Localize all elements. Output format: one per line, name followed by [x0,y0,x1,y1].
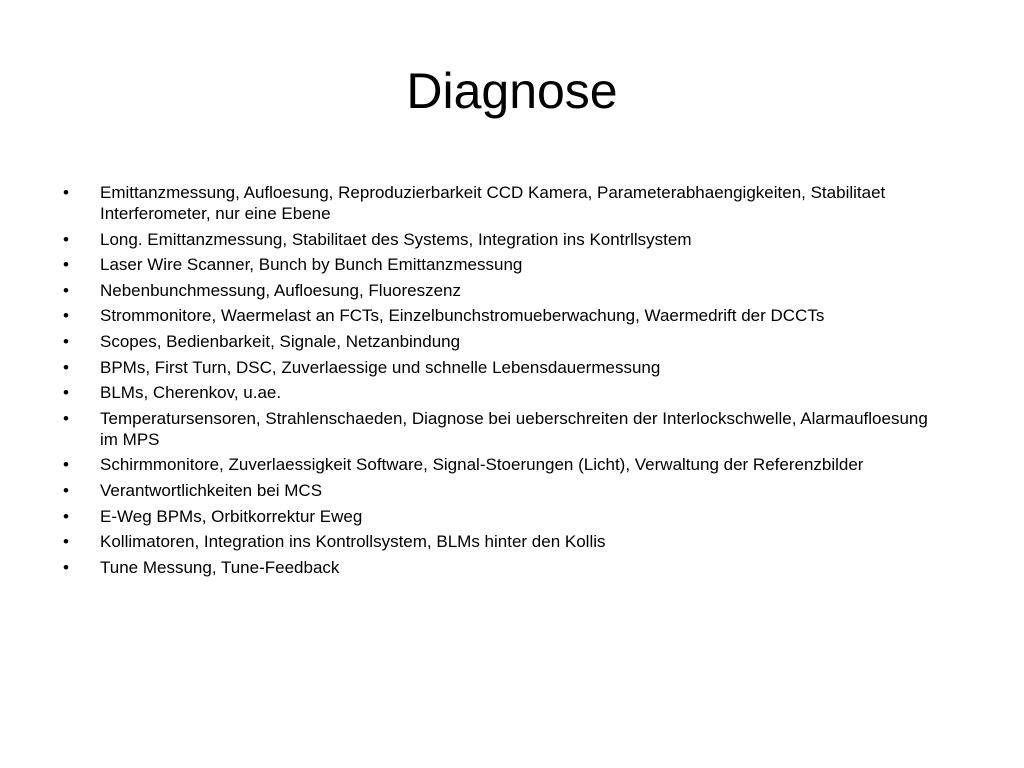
list-item-text: Emittanzmessung, Aufloesung, Reproduzierbarkeit CCD Kamera, Parameterabhaengigkeiten, Stabilitaet Interferometer, nur eine Ebene [100,183,886,223]
list-item [63,331,943,352]
list-item [63,280,943,301]
list-item [63,531,943,552]
list-item-text: Schirmmonitore, Zuverlaessigkeit Software, Signal-Stoerungen (Licht), Verwaltung der Referenzbilder [100,455,864,475]
bullet-icon: • [63,383,69,403]
list-item [63,182,943,224]
list-item-text: Long. Emittanzmessung, Stabilitaet des Systems, Integration ins Kontrllsystem [100,229,692,249]
list-item-text: Nebenbunchmessung, Aufloesung, Fluoreszenz [100,280,462,300]
bullet-icon: • [63,532,69,552]
bullet-icon: • [63,255,69,275]
list-item [63,357,943,378]
bullet-icon: • [63,357,69,377]
list-item-text: Temperatursensoren, Strahlenschaeden, Diagnose bei ueberschreiten der Interlockschwelle, Alarmaufloesung im MPS [100,408,928,449]
list-item-text: Kollimatoren, Integration ins Kontrollsystem, BLMs hinter den Kollis [100,532,606,552]
bullet-icon: • [63,229,69,249]
list-item [63,254,943,275]
list-item [63,480,943,501]
list-item [63,229,943,250]
bullet-icon: • [63,455,69,475]
bullet-icon: • [63,280,69,300]
list-item-text: Scopes, Bedienbarkeit, Signale, Netzanbindung [100,331,461,351]
list-item [63,557,943,578]
bullet-icon: • [63,506,69,526]
list-item-text: BPMs, First Turn, DSC, Zuverlaessige und schnelle Lebensdauermessung [100,357,661,377]
list-item-text: Laser Wire Scanner, Bunch by Bunch Emittanzmessung [100,255,523,275]
slide-title: Diagnose [406,63,618,119]
bullet-icon: • [63,557,69,577]
bullet-icon: • [63,480,69,500]
list-item [63,506,943,527]
list-item-text: Tune Messung, Tune-Feedback [100,557,340,577]
list-item [63,382,943,403]
bullet-icon: • [63,331,69,351]
bullet-icon: • [63,408,69,428]
list-item [63,408,943,450]
list-item-text: Strommonitore, Waermelast an FCTs, Einzelbunchstromueberwachung, Waermedrift der DCCTs [100,306,825,326]
list-item-text: E-Weg BPMs, Orbitkorrektur Eweg [100,506,363,526]
bullet-icon: • [63,306,69,326]
list-item-text: Verantwortlichkeiten bei MCS [100,480,323,500]
list-item [63,305,943,326]
list-item [63,454,943,475]
bullet-icon: • [63,183,69,202]
bullet-list [63,182,943,582]
list-item-text: BLMs, Cherenkov, u.ae. [100,383,282,403]
